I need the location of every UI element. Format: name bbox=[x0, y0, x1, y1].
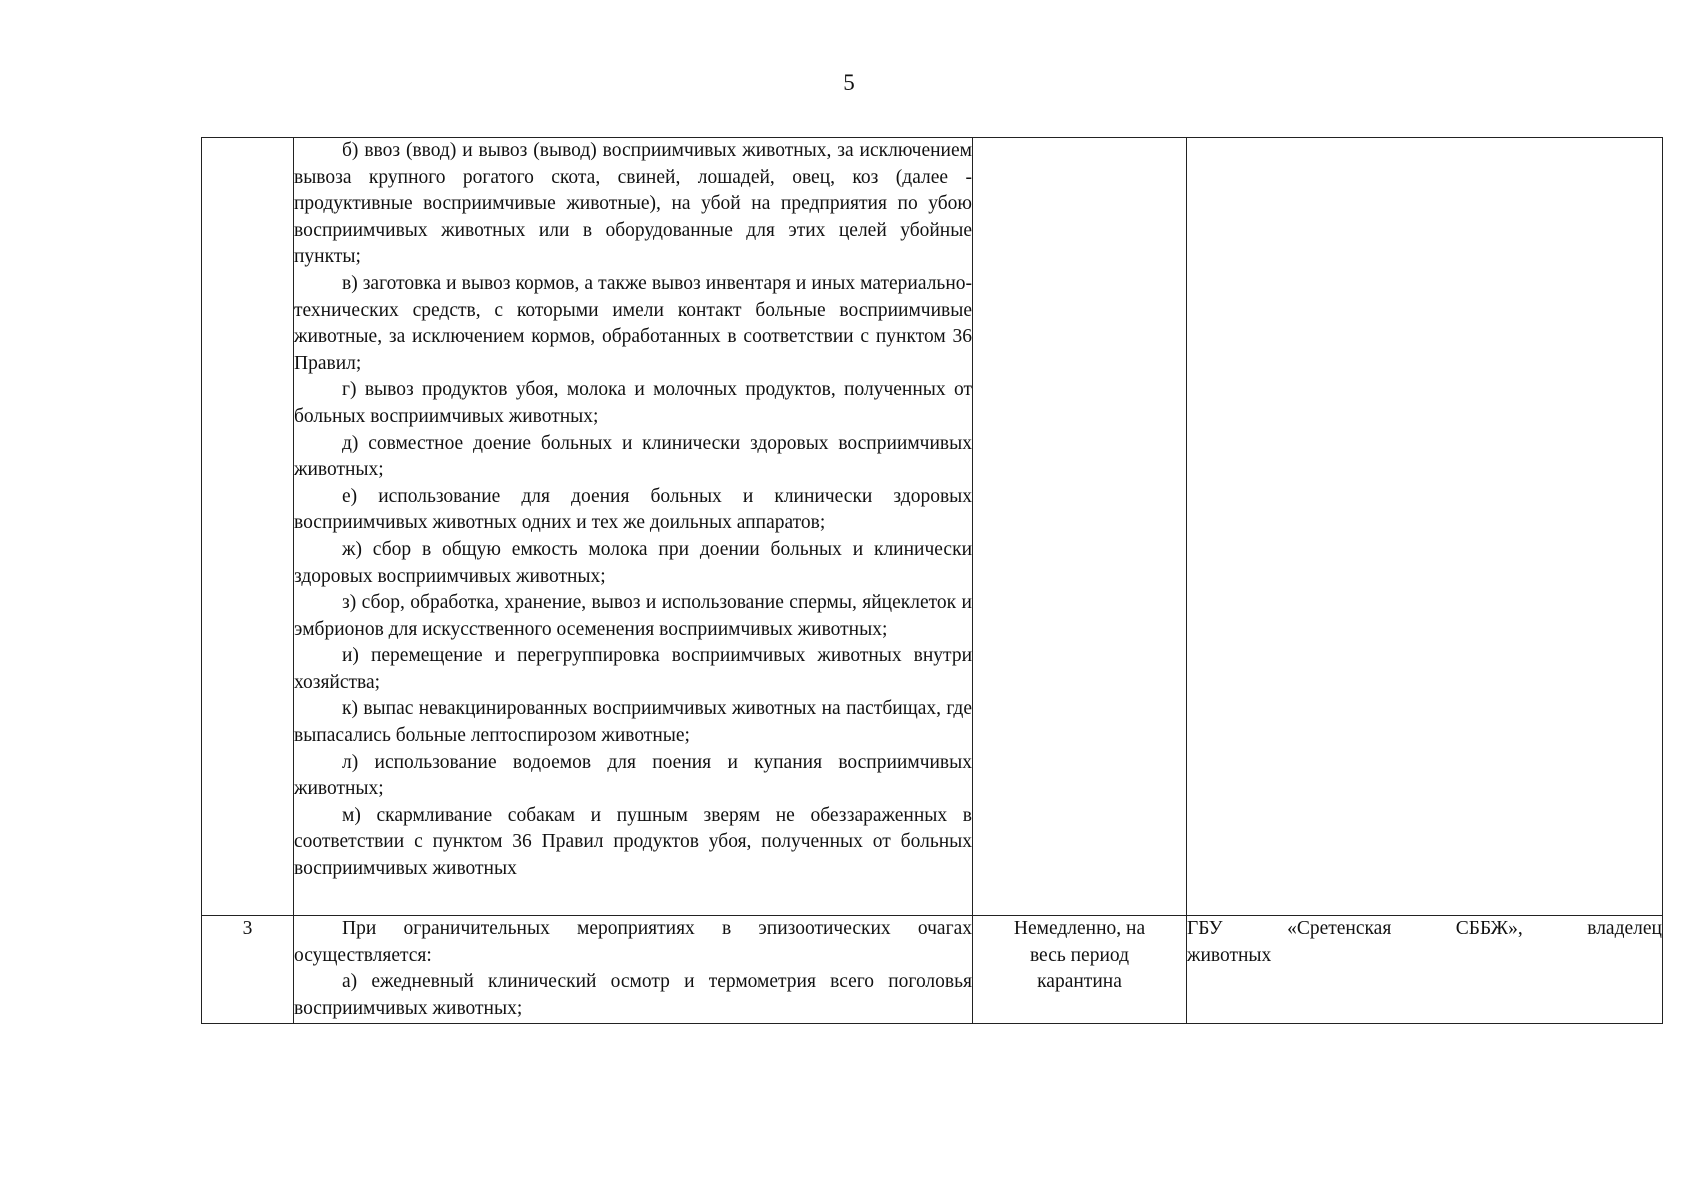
measure-paragraph: При ограничительных мероприятиях в эпизоотических очагах осуществляется: bbox=[294, 918, 972, 966]
measure-paragraph: ж) сбор в общую емкость молока при доении больных и клинически здоровых восприимчивых животных; bbox=[294, 538, 972, 587]
responsible-line: животных bbox=[1187, 944, 1272, 966]
measure-paragraph: д) совместное доение больных и клинически здоровых восприимчивых животных; bbox=[294, 432, 972, 481]
table-row bbox=[202, 916, 1663, 1024]
measure-paragraph: г) вывоз продуктов убоя, молока и молочных продуктов, полученных от больных восприимчивых животных; bbox=[294, 379, 972, 427]
responsible-word: СББЖ», bbox=[1455, 918, 1523, 939]
measure-paragraph: и) перемещение и перегруппировка восприимчивых животных внутри хозяйства; bbox=[294, 645, 972, 693]
measure-paragraph: а) ежедневный клинический осмотр и термометрия всего поголовья восприимчивых животных; bbox=[294, 971, 972, 1019]
measure-paragraph: в) заготовка и вывоз кормов, а также вывоз инвентаря и иных материально-технических средств, с которыми имели контакт больные восприимчивые животные, за исключением кормов, обработанных в соответствии с пунктом 36 Правил; bbox=[294, 272, 972, 374]
responsible-line bbox=[1187, 916, 1662, 943]
measure-paragraph: б) ввоз (ввод) и вывоз (вывод) восприимчивых животных, за исключением вывоза крупного рогатого скота, свиней, лошадей, овец, коз (далее - продуктивные восприимчивые животные), на убой на предприятия по убою восприимчивых животных или в оборудованные для этих целей убойные пункты; bbox=[294, 140, 972, 268]
measures-table bbox=[201, 137, 1663, 1024]
measures-cell bbox=[294, 916, 973, 1024]
page-number: 5 bbox=[843, 70, 855, 95]
responsible-cell bbox=[1187, 916, 1663, 1024]
measure-paragraph: м) скармливание собакам и пушным зверям не обеззараженных в соответствии с пунктом 36 Правил продуктов убоя, полученных от больных восприимчивых животных bbox=[294, 804, 972, 880]
measure-paragraph: з) сбор, обработка, хранение, вывоз и использование спермы, яйцеклеток и эмбрионов для искусственного осеменения восприимчивых животных; bbox=[294, 592, 972, 640]
row-number-cell: 3 bbox=[202, 916, 294, 1024]
measure-paragraph: к) выпас невакцинированных восприимчивых животных на пастбищах, где выпасались больные лептоспирозом животные; bbox=[294, 698, 972, 747]
measures-cell bbox=[294, 138, 973, 916]
measure-paragraph: л) использование водоемов для поения и купания восприимчивых животных; bbox=[294, 751, 972, 800]
term-line: карантина bbox=[1037, 971, 1122, 993]
responsible-word: владелец bbox=[1587, 918, 1662, 939]
term-cell bbox=[973, 138, 1187, 916]
responsible-cell bbox=[1187, 138, 1663, 916]
row-number-cell bbox=[202, 138, 294, 916]
measure-paragraph: е) использование для доения больных и клинически здоровых восприимчивых животных одних и тех же доильных аппаратов; bbox=[294, 485, 972, 534]
term-line: Немедленно, на bbox=[1013, 918, 1146, 939]
term-cell bbox=[973, 916, 1187, 1024]
responsible-word: ГБУ bbox=[1187, 918, 1223, 939]
term-line: весь период bbox=[1029, 944, 1130, 966]
table-row bbox=[202, 138, 1663, 916]
responsible-word: «Сретенская bbox=[1287, 918, 1392, 939]
